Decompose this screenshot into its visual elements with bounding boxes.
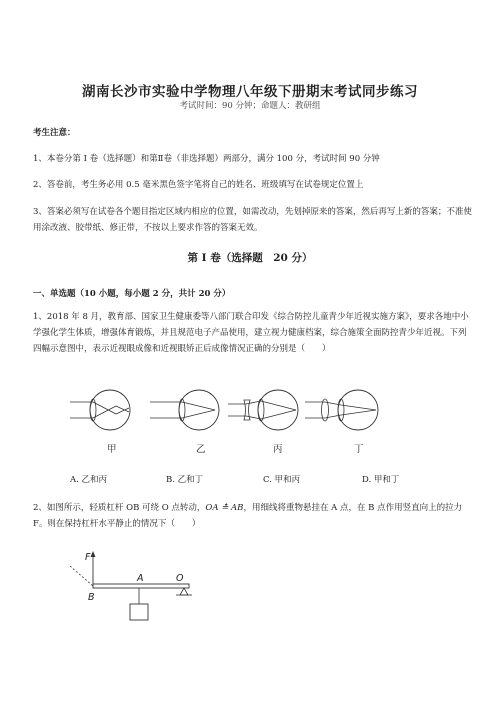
force-label: F — [85, 552, 91, 563]
point-o-label: O — [176, 573, 184, 584]
eye-diagram-ding — [305, 390, 378, 455]
eye-diagram-jia — [70, 390, 130, 455]
eye-diagram-yi — [150, 390, 219, 455]
lever-diagram — [80, 548, 220, 628]
eye-label-jia: 甲 — [107, 444, 117, 455]
eye-label-ding: 丁 — [354, 444, 364, 455]
point-a-label: A — [137, 573, 144, 584]
option-a[interactable]: A. 乙和丙 — [70, 475, 108, 485]
page-subtitle: 考试时间：90 分钟；命题人：教研组 — [179, 101, 321, 111]
eye-label-yi: 乙 — [196, 444, 206, 455]
question-2-text-before: 2、如图所示，轻质杠杆 OB 可绕 O 点转动， — [33, 503, 206, 513]
option-b[interactable]: B. 乙和丁 — [166, 475, 204, 485]
notice-item-3: 3、答案必须写在试卷各个题目指定区域内相应的位置，如需改动，先划掉原来的答案，然后再写上新的答案；不准使用涂改液、胶带纸、修正带，不按以上要求作答的答案无效。 — [33, 207, 472, 233]
point-b-label: B — [88, 592, 95, 603]
question-2-formula: OA ≛ AB — [205, 503, 244, 513]
page-title: 湖南长沙市实验中学物理八年级下册期末考试同步练习 — [82, 84, 418, 100]
option-c[interactable]: C. 甲和丙 — [263, 475, 301, 485]
eye-diagrams — [0, 392, 500, 462]
question-type-heading: 一、单选题（10 小题，每小题 2 分，共计 20 分） — [33, 289, 231, 299]
notice-item-1: 1、本卷分第 I 卷（选择题）和第Ⅱ卷（非选择题）两部分，满分 100 分，考试时间 90 分钟 — [33, 154, 380, 164]
question-1-text: 1、2018 年 8 月，教育部、国家卫生健康委等八部门联合印发《综合防控儿童青少年近视实施方案》，要求各地中小学强化学生体质，增强体育锻炼，并且规范电子产品使用，建立视力健康档案，综合施策全面防控青少年近视。下列四幅示意图中，表示近视眼成像和近视眼矫正后成像情况正确的分别是（ ） — [33, 312, 469, 354]
eye-diagram-bing — [228, 390, 298, 455]
option-d[interactable]: D. 甲和丁 — [362, 475, 400, 485]
notice-item-2: 2、答卷前，考生务必用 0.5 毫米黑色签字笔将自己的姓名、班级填写在试卷规定位置上 — [33, 180, 364, 190]
question-2-text-after: ，用细线将重物悬挂在 A 点，在 B 点作用竖直向上的拉力 F。则在保持杠杆水平静止的情况下（ ） — [33, 503, 463, 529]
eye-label-bing: 丙 — [273, 444, 283, 455]
notice-heading: 考生注意： — [33, 128, 76, 138]
section-title: 第 I 卷（选择题 20 分） — [187, 252, 313, 264]
question-2-text — [33, 500, 473, 532]
